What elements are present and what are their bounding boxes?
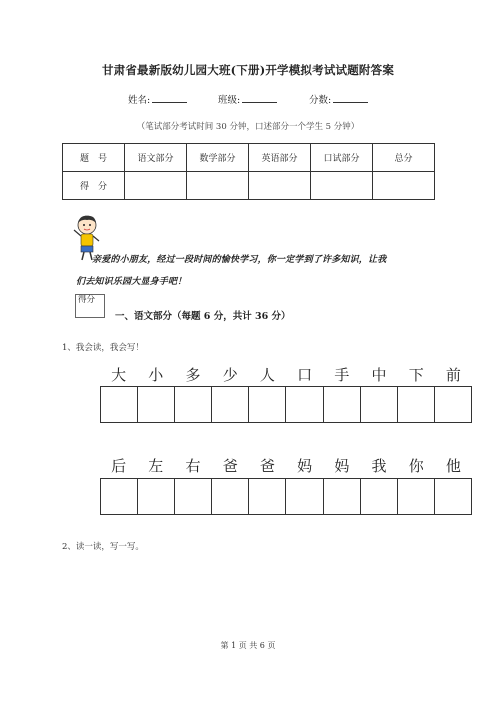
writing-box[interactable]	[398, 387, 435, 422]
document-title: 甘肃省最新版幼儿园大班(下册)开学模拟考试试题附答案	[101, 63, 395, 77]
score-cell[interactable]	[187, 172, 249, 200]
header-cell: 总分	[373, 144, 435, 172]
page-footer: 第 1 页 共 6 页	[220, 641, 276, 650]
score-blank[interactable]	[333, 93, 368, 103]
hanzi-char: 我	[371, 457, 387, 475]
hanzi-char: 前	[445, 366, 461, 384]
writing-box[interactable]	[101, 479, 138, 514]
writing-box[interactable]	[361, 479, 398, 514]
header-cell: 语文部分	[125, 144, 187, 172]
hanzi-char: 中	[371, 366, 387, 384]
char-row-1	[100, 364, 472, 385]
header-cell: 英语部分	[249, 144, 311, 172]
class-label: 班级:	[218, 95, 241, 106]
hanzi-char: 爸	[222, 457, 238, 475]
hanzi-char: 右	[185, 457, 201, 475]
score-cell[interactable]	[311, 172, 373, 200]
writing-box[interactable]	[324, 387, 361, 422]
hanzi-char: 口	[297, 366, 313, 384]
char-row-2	[100, 455, 472, 476]
writing-box[interactable]	[249, 479, 286, 514]
header-cell: 口试部分	[311, 144, 373, 172]
writing-grid-1	[100, 386, 472, 423]
writing-box[interactable]	[175, 479, 212, 514]
writing-box[interactable]	[286, 387, 323, 422]
hanzi-char: 他	[445, 457, 461, 475]
question-2-text: 2、读一读，写一写。	[62, 542, 144, 552]
hanzi-char: 少	[222, 366, 238, 384]
writing-box[interactable]	[175, 387, 212, 422]
name-field	[128, 92, 187, 106]
header-cell: 数学部分	[187, 144, 249, 172]
score-row-label: 得 分	[63, 172, 125, 200]
score-cell[interactable]	[125, 172, 187, 200]
score-table	[62, 143, 435, 200]
hanzi-char: 你	[408, 457, 424, 475]
score-label: 分数:	[309, 95, 332, 106]
intro-line-2: 们去知识乐园大显身手吧！	[76, 277, 187, 287]
intro-line-1: 亲爱的小朋友，经过一段时间的愉快学习，你一定学到了许多知识，让我	[92, 255, 387, 265]
hanzi-char: 小	[148, 366, 164, 384]
hanzi-char: 下	[408, 366, 424, 384]
writing-box[interactable]	[435, 479, 472, 514]
score-cell[interactable]	[249, 172, 311, 200]
class-blank[interactable]	[242, 93, 277, 103]
hanzi-char: 爸	[259, 457, 275, 475]
writing-box[interactable]	[249, 387, 286, 422]
exam-time-note: （笔试部分考试时间 30 分钟，口述部分一个学生 5 分钟）	[136, 122, 360, 132]
writing-box[interactable]	[212, 387, 249, 422]
writing-box[interactable]	[398, 479, 435, 514]
question-1-text: 1、我会读，我会写！	[62, 343, 144, 353]
score-table-header-row	[63, 144, 435, 172]
header-cell: 题 号	[63, 144, 125, 172]
hanzi-char: 左	[148, 457, 164, 475]
writing-grid-2	[100, 478, 472, 515]
hanzi-char: 大	[111, 366, 127, 384]
writing-box[interactable]	[101, 387, 138, 422]
writing-box[interactable]	[138, 479, 175, 514]
section-title: 一、语文部分（每题 6 分，共计 36 分）	[115, 311, 291, 322]
writing-box[interactable]	[361, 387, 398, 422]
writing-box[interactable]	[138, 387, 175, 422]
name-blank[interactable]	[152, 93, 187, 103]
hanzi-char: 妈	[297, 457, 313, 475]
hanzi-char: 人	[259, 366, 275, 384]
writing-box[interactable]	[435, 387, 472, 422]
score-cell[interactable]	[373, 172, 435, 200]
hanzi-char: 多	[185, 366, 201, 384]
section-score-box[interactable]: 得分	[75, 294, 105, 318]
class-field	[218, 92, 277, 106]
score-field	[309, 92, 368, 106]
writing-box[interactable]	[324, 479, 361, 514]
writing-box[interactable]	[286, 479, 323, 514]
score-table-score-row	[63, 172, 435, 200]
hanzi-char: 手	[334, 366, 350, 384]
name-label: 姓名:	[128, 95, 151, 106]
writing-box[interactable]	[212, 479, 249, 514]
hanzi-char: 妈	[334, 457, 350, 475]
hanzi-char: 后	[111, 457, 127, 475]
